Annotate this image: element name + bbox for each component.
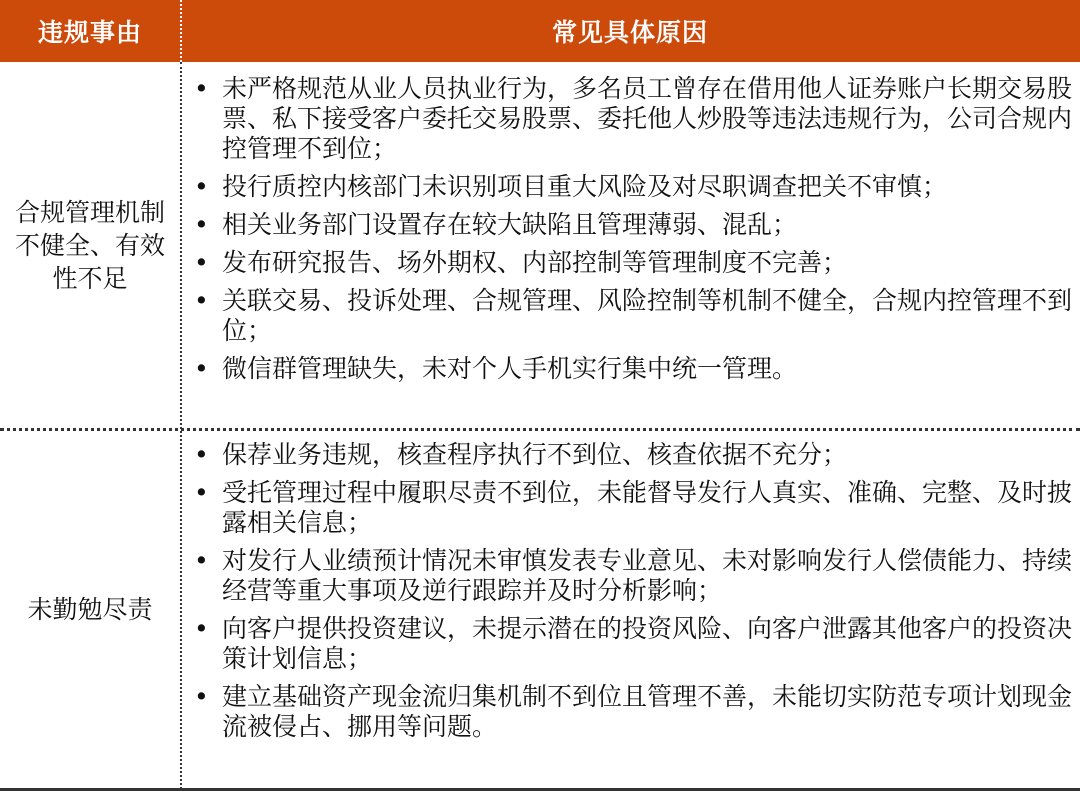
list-item: [192, 74, 1072, 164]
list-item: [192, 546, 1072, 606]
bullet-icon: •: [194, 478, 209, 507]
list-item-text: 对发行人业绩预计情况未审慎发表专业意见、未对影响发行人偿债能力、持续经营等重大事项及逆行跟踪并及时分析影响；: [222, 546, 1073, 605]
list-item: [192, 478, 1072, 538]
list-item-text: 关联交易、投诉处理、合规管理、风险控制等机制不健全，合规内控管理不到位；: [222, 286, 1073, 345]
column-divider: [180, 62, 182, 789]
header-divider: [180, 0, 182, 62]
list-item-text: 微信群管理缺失，未对个人手机实行集中统一管理。: [222, 354, 798, 383]
list-item-text: 受托管理过程中履职尽责不到位，未能督导发行人真实、准确、完整、及时披露相关信息；: [222, 478, 1073, 537]
bullet-icon: •: [194, 286, 209, 315]
bullet-icon: •: [194, 354, 209, 383]
list-item: [192, 172, 1072, 202]
header-violation-reason: 违规事由: [37, 18, 142, 47]
bullet-icon: •: [194, 614, 209, 643]
list-item: [192, 682, 1072, 742]
bullet-icon: •: [194, 682, 209, 711]
bullet-icon: •: [194, 440, 209, 469]
category-label: 合规管理机制不健全、有效性不足: [15, 197, 166, 293]
cause-list-diligence: [192, 440, 1072, 750]
list-item-text: 投行质控内核部门未识别项目重大风险及对尽职调查把关不审慎；: [222, 172, 948, 201]
list-item: [192, 210, 1072, 240]
bullet-icon: •: [194, 74, 209, 103]
category-diligence: [0, 431, 180, 788]
category-compliance-mechanism: [0, 62, 180, 428]
list-item-text: 向客户提供投资建议，未提示潜在的投资风险、向客户泄露其他客户的投资决策计划信息；: [222, 614, 1073, 673]
bullet-icon: •: [194, 172, 209, 201]
category-label: 未勤勉尽责: [27, 595, 153, 624]
list-item-text: 建立基础资产现金流归集机制不到位且管理不善，未能切实防范专项计划现金流被侵占、挪用等问题。: [222, 682, 1073, 741]
bullet-icon: •: [194, 210, 209, 239]
bullet-icon: •: [194, 248, 209, 277]
list-item: [192, 286, 1072, 346]
list-item: [192, 614, 1072, 674]
table-header: [0, 0, 1080, 62]
list-item-text: 未严格规范从业人员执业行为，多名员工曾存在借用他人证券账户长期交易股票、私下接受客户委托交易股票、委托他人炒股等违法违规行为，公司合规内控管理不到位；: [222, 74, 1073, 163]
list-item-text: 保荐业务违规，核查程序执行不到位、核查依据不充分；: [222, 440, 848, 469]
header-common-causes: 常见具体原因: [551, 18, 708, 47]
cause-list-compliance: [192, 74, 1072, 392]
bullet-icon: •: [194, 546, 209, 575]
list-item: [192, 354, 1072, 384]
list-item-text: 相关业务部门设置存在较大缺陷且管理薄弱、混乱；: [222, 210, 798, 239]
list-item: [192, 440, 1072, 470]
table-bottom-border: [0, 788, 1080, 791]
list-item-text: 发布研究报告、场外期权、内部控制等管理制度不完善；: [222, 248, 848, 277]
list-item: [192, 248, 1072, 278]
